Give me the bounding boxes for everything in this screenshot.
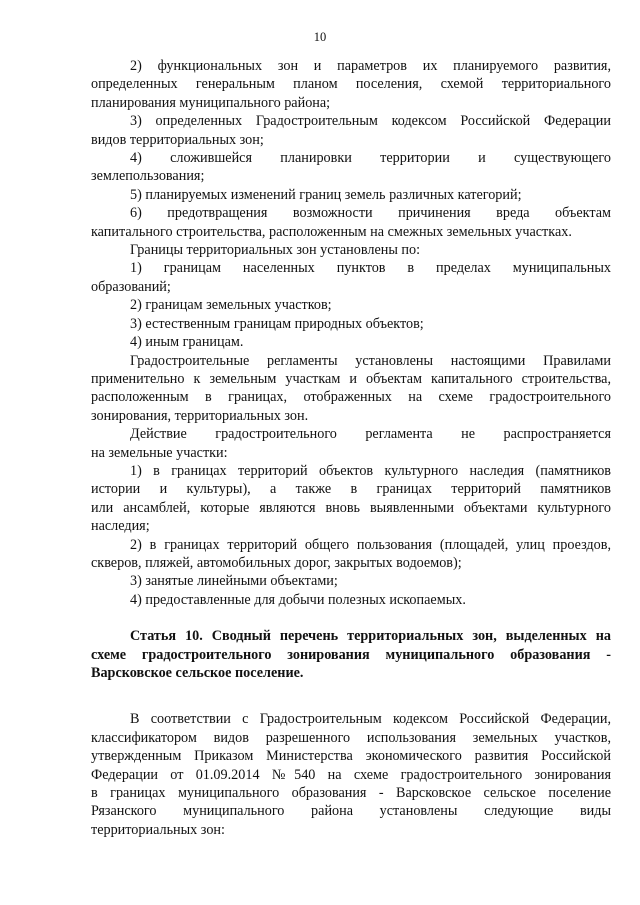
line: 1) границам населенных пунктов в пределах муниципальных [130,260,611,277]
paragraph-boundary-3 [91,315,611,333]
line: классификатором видов разрешенного использования земельных участков, [91,729,611,746]
line: 3) определенных Градостроительным кодексом Российской Федерации [130,113,611,130]
paragraph-item-3 [91,112,611,149]
line: 4) сложившейся планировки территории и существующего [130,150,611,167]
line: схеме градостроительного зонирования муниципального образования - [91,646,611,663]
line: В соответствии с Градостроительным кодексом Российской Федерации, [130,711,611,728]
paragraph-exclusion-1 [91,462,611,536]
line: Градостроительные регламенты установлены настоящими Правилами [130,352,611,369]
paragraph-boundaries-intro [91,241,611,259]
line: Статья 10. Сводный перечень территориальных зон, выделенных на [130,628,611,645]
paragraph-item-5 [91,186,611,204]
paragraph-boundary-2 [91,296,611,314]
line: определенных генеральным планом поселения, схемой территориального [91,76,611,93]
line: Варсковское сельское поселение. [91,665,304,681]
page-number: 10 [313,30,327,44]
line: капитального строительства, расположенным на смежных земельных участках. [91,223,572,240]
line: 1) в границах территорий объектов культурного наследия (памятников [130,462,611,479]
line: образований; [91,278,171,295]
line: скверов, пляжей, автомобильных дорог, закрытых водоемов); [91,554,462,571]
line: расположенным в границах, отображенных на схеме градостроительного [91,389,611,406]
line: утвержденным Приказом Министерства экономического развития Российской [91,748,611,765]
line: 3) естественным границам природных объектов; [130,315,424,332]
paragraph-item-4 [91,149,611,186]
line: истории и культуры), а также в границах территорий памятников [91,481,611,498]
paragraph-regulations [91,352,611,426]
line: Границы территориальных зон установлены по: [130,242,421,259]
line: 6) предотвращения возможности причинения вреда объектам [130,205,611,222]
paragraph-exclusions-intro [91,425,611,462]
line: 3) занятые линейными объектами; [130,573,338,590]
paragraph-item-6 [91,204,611,241]
line: Действие градостроительного регламента не распространяется [130,426,611,443]
paragraph-exclusion-4 [91,591,611,609]
line: 2) функциональных зон и параметров их планируемого развития, [130,58,611,74]
article-heading [91,627,611,682]
line: наследия; [91,518,150,535]
line: на земельные участки: [91,444,228,461]
line: 4) иным границам. [130,334,244,351]
paragraph-exclusion-2 [91,536,611,573]
line: видов территориальных зон; [91,131,264,148]
line: 4) предоставленные для добычи полезных ископаемых. [130,591,466,608]
line: или ансамблей, которые являются вновь выявленными объектами культурного [91,499,611,516]
line: землепользования; [91,168,205,185]
line: 2) в границах территорий общего пользования (площадей, улиц проездов, [130,536,611,553]
paragraph-exclusion-3 [91,572,611,590]
line: применительно к земельным участкам и объектам капитального строительства, [91,370,611,387]
page-content [91,57,611,839]
line: 5) планируемых изменений границ земель различных категорий; [130,186,522,203]
paragraph-item-2 [91,57,611,112]
line: Рязанского муниципального района установлены следующие виды [91,803,611,820]
line: Федерации от 01.09.2014 №540 на схеме градостроительного зонирования [91,766,611,783]
line: 2) границам земельных участков; [130,297,332,314]
line: территориальных зон: [91,821,225,838]
line: в границах муниципального образования - Варсковское сельское поселение [91,785,611,802]
intro-paragraph [91,710,611,839]
paragraph-boundary-4 [91,333,611,351]
paragraph-boundary-1 [91,259,611,296]
line: зонирования, территориальных зон. [91,407,309,424]
line: планирования муниципального района; [91,94,331,111]
